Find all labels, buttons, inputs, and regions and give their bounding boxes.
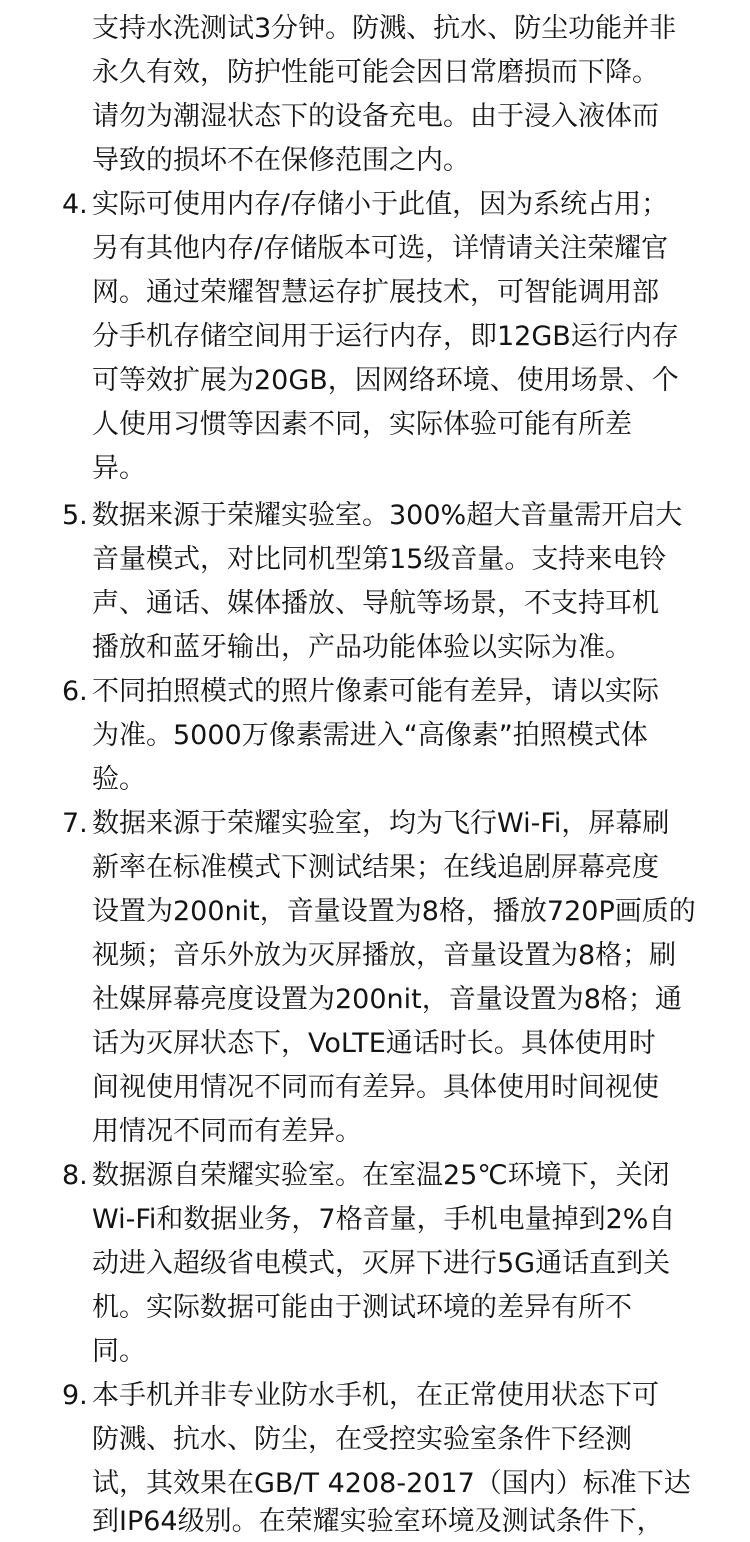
note-line: 动进入超级省电模式，灭屏下进行5G通话直到关 bbox=[92, 1248, 671, 1279]
note-line: 分手机存储空间用于运行内存，即12GB运行内存 bbox=[92, 321, 679, 352]
note-number: 5. bbox=[62, 500, 88, 531]
note-line: 可等效扩展为20GB，因网络环境、使用场景、个 bbox=[92, 365, 679, 396]
note-number: 6. bbox=[62, 676, 88, 707]
note-line: 设置为200nit，音量设置为8格，播放720P画质的 bbox=[92, 896, 696, 927]
note-line: 异。 bbox=[92, 453, 146, 484]
intro-line: 支持水洗测试3分钟。防溅、抗水、防尘功能并非 bbox=[92, 13, 677, 44]
note-line: 音量模式，对比同机型第15级音量。支持来电铃 bbox=[92, 544, 667, 575]
note-line: 声、通话、媒体播放、导航等场景，不支持耳机 bbox=[92, 588, 659, 619]
note-line: 话为灭屏状态下，VoLTE通话时长。具体使用时 bbox=[92, 1028, 656, 1059]
intro-line: 导致的损坏不在保修范围之内。 bbox=[92, 145, 470, 176]
intro-line: 请勿为潮湿状态下的设备充电。由于浸入液体而 bbox=[92, 101, 659, 132]
note-line: 播放和蓝牙输出，产品功能体验以实际为准。 bbox=[92, 632, 632, 663]
note-line: 本手机并非专业防水手机，在正常使用状态下可 bbox=[92, 1380, 659, 1411]
intro-line: 永久有效，防护性能可能会因日常磨损而下降。 bbox=[92, 57, 659, 88]
note-line: 验。 bbox=[92, 764, 146, 795]
note-line: 数据来源于荣耀实验室，均为飞行Wi-Fi，屏幕刷 bbox=[92, 808, 670, 839]
note-line: 网。通过荣耀智慧运存扩展技术，可智能调用部 bbox=[92, 277, 659, 308]
note-line: 用情况不同而有差异。 bbox=[92, 1116, 362, 1147]
note-line: 实际可使用内存/存储小于此值，因为系统占用； bbox=[92, 189, 669, 220]
note-line: 数据来源于荣耀实验室。300%超大音量需开启大 bbox=[92, 500, 683, 531]
note-line: 同。 bbox=[92, 1336, 146, 1367]
note-number: 4. bbox=[62, 189, 88, 220]
note-line: 为准。5000万像素需进入“高像素”拍照模式体 bbox=[92, 720, 648, 751]
note-number: 9. bbox=[62, 1380, 88, 1411]
note-line: 新率在标准模式下测试结果；在线追剧屏幕亮度 bbox=[92, 852, 659, 883]
note-line: 另有其他内存/存储版本可选，详情请关注荣耀官 bbox=[92, 233, 669, 264]
note-line: 人使用习惯等因素不同，实际体验可能有所差 bbox=[92, 409, 632, 440]
note-line: Wi-Fi和数据业务，7格音量，手机电量掉到2%自 bbox=[92, 1204, 676, 1235]
note-line: 试，其效果在GB/T 4208-2017（国内）标准下达 bbox=[92, 1468, 691, 1499]
note-line: 不同拍照模式的照片像素可能有差异，请以实际 bbox=[92, 676, 659, 707]
note-number: 8. bbox=[62, 1160, 88, 1191]
note-number: 7. bbox=[62, 808, 88, 839]
note-line: 视频；音乐外放为灭屏播放，音量设置为8格；刷 bbox=[92, 940, 677, 971]
note-line: 机。实际数据可能由于测试环境的差异有所不 bbox=[92, 1292, 632, 1323]
note-line: 数据源自荣耀实验室。在室温25℃环境下，关闭 bbox=[92, 1160, 670, 1191]
note-line: 防溅、抗水、防尘，在受控实验室条件下经测 bbox=[92, 1424, 632, 1455]
note-line: 到IP64级别。在荣耀实验室环境及测试条件下， bbox=[92, 1506, 664, 1537]
note-line: 间视使用情况不同而有差异。具体使用时间视使 bbox=[92, 1072, 659, 1103]
note-line: 社媒屏幕亮度设置为200nit，音量设置为8格；通 bbox=[92, 984, 682, 1015]
